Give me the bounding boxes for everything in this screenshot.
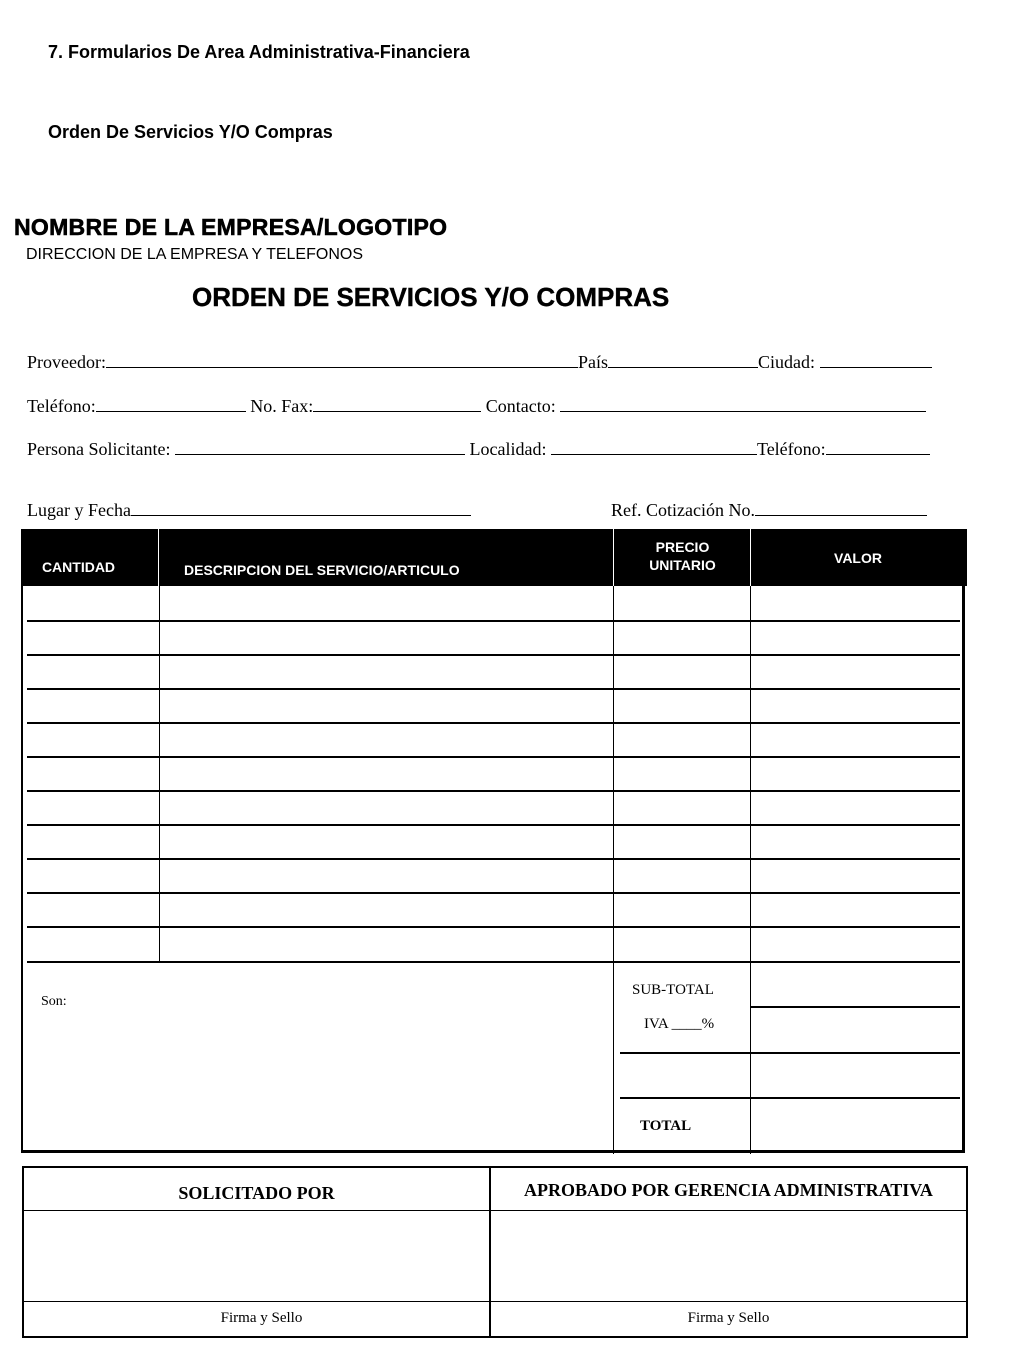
aprobado-por-heading: APROBADO POR GERENCIA ADMINISTRATIVA <box>524 1180 933 1200</box>
fax-label: No. Fax: <box>250 396 314 416</box>
table-row[interactable] <box>27 858 960 860</box>
table-row[interactable] <box>27 790 960 792</box>
table-row[interactable] <box>27 926 960 928</box>
section-subtitle: Orden De Servicios Y/O Compras <box>48 122 333 142</box>
persona-blank[interactable] <box>175 440 465 455</box>
telefono-blank[interactable] <box>96 397 246 412</box>
section-title: 7. Formularios De Area Administrativa-Financiera <box>48 42 470 62</box>
telefono-field[interactable] <box>27 396 926 417</box>
ciudad-label: Ciudad: <box>758 352 820 372</box>
table-row[interactable] <box>27 961 960 963</box>
total-top-line <box>620 1097 960 1099</box>
header-valor: VALOR <box>834 550 882 566</box>
firma-sello-2: Firma y Sello <box>687 1310 770 1326</box>
proveedor-label: Proveedor: <box>27 352 106 372</box>
company-address: DIRECCION DE LA EMPRESA Y TELEFONOS <box>26 246 363 263</box>
company-name: NOMBRE DE LA EMPRESA/LOGOTIPO <box>14 214 448 240</box>
proveedor-blank[interactable] <box>106 353 578 368</box>
table-row[interactable] <box>27 620 960 622</box>
header-divider <box>750 529 751 586</box>
header-divider <box>158 529 159 586</box>
iva-line <box>620 1052 960 1054</box>
telefono-label: Teléfono: <box>27 396 96 416</box>
signatures-foot-line <box>22 1301 968 1302</box>
telefono2-label: Teléfono: <box>756 439 826 459</box>
telefono2-blank[interactable] <box>826 440 930 455</box>
header-cantidad: CANTIDAD <box>41 559 116 575</box>
iva-label: IVA ____% <box>644 1016 715 1032</box>
lugar-fecha-label: Lugar y Fecha <box>27 500 131 520</box>
items-table-header <box>21 529 967 586</box>
subtotal-label: SUB-TOTAL <box>632 982 714 998</box>
fax-blank[interactable] <box>313 397 481 412</box>
table-row[interactable] <box>27 654 960 656</box>
ref-cotizacion-field[interactable] <box>611 500 927 521</box>
solicitante-field[interactable] <box>27 439 930 460</box>
son-label: Son: <box>41 994 67 1009</box>
header-unitario: UNITARIO <box>649 557 716 573</box>
header-descripcion: DESCRIPCION DEL SERVICIO/ARTICULO <box>184 562 460 578</box>
table-row[interactable] <box>27 824 960 826</box>
pais-label: País <box>577 352 608 372</box>
document-title: ORDEN DE SERVICIOS Y/O COMPRAS <box>192 282 670 312</box>
contacto-label: Contacto: <box>485 396 561 416</box>
table-row[interactable] <box>27 892 960 894</box>
items-table <box>21 529 965 1153</box>
ciudad-blank[interactable] <box>820 353 932 368</box>
total-label: TOTAL <box>640 1118 692 1134</box>
table-row[interactable] <box>27 756 960 758</box>
column-divider <box>159 586 160 962</box>
localidad-label: Localidad: <box>469 439 551 459</box>
table-row[interactable] <box>27 722 960 724</box>
ref-cotizacion-label: Ref. Cotización No. <box>611 500 755 520</box>
subtotal-line <box>751 1006 960 1008</box>
contacto-blank[interactable] <box>560 397 926 412</box>
proveedor-field[interactable] <box>27 352 932 373</box>
header-precio: PRECIO <box>655 539 710 555</box>
ref-cotizacion-blank[interactable] <box>755 501 927 516</box>
column-divider <box>750 586 751 1154</box>
localidad-blank[interactable] <box>551 440 757 455</box>
signatures-head-line <box>22 1210 968 1211</box>
column-divider <box>613 586 614 1154</box>
lugar-fecha-blank[interactable] <box>131 501 471 516</box>
solicitado-por-heading: SOLICITADO POR <box>178 1183 335 1203</box>
header-divider <box>613 529 614 586</box>
table-row[interactable] <box>27 688 960 690</box>
lugar-fecha-field[interactable] <box>27 500 471 521</box>
firma-sello-1: Firma y Sello <box>220 1310 303 1326</box>
persona-label: Persona Solicitante: <box>27 439 175 459</box>
pais-blank[interactable] <box>608 353 758 368</box>
